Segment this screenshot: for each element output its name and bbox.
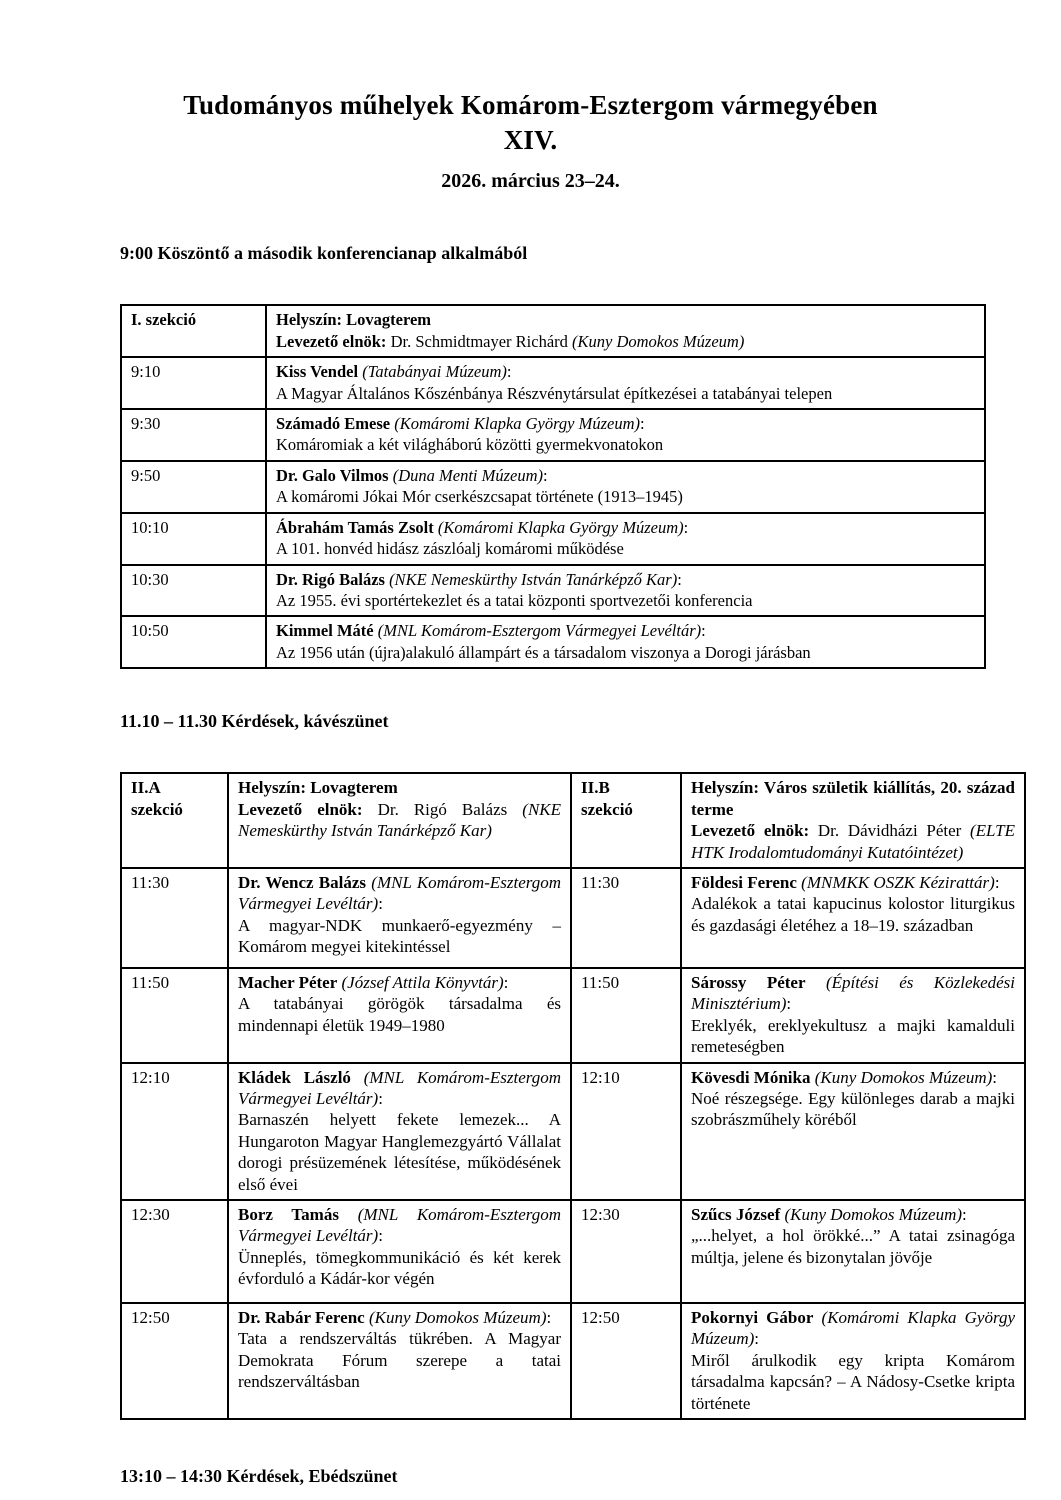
speaker-affiliation: (Kuny Domokos Múzeum)	[368, 1308, 547, 1327]
speaker-line	[238, 872, 561, 915]
talk-cell	[681, 968, 1025, 1063]
talk-cell	[228, 868, 571, 968]
talk-title: A Magyar Általános Kőszénbánya Részvénytársulat építkezései a tatabányai telepen	[276, 383, 833, 403]
chair-line	[238, 799, 561, 842]
page-title-line2: XIV.	[503, 125, 558, 156]
chair-label: Levezető elnök:	[691, 821, 810, 841]
speaker-line	[691, 1204, 1015, 1225]
table-row	[121, 1063, 1025, 1200]
speaker-name: Kiss Vendel	[276, 362, 359, 382]
table-row	[121, 461, 985, 513]
venue: Helyszín: Város születik kiállítás, 20. század terme	[691, 778, 1015, 819]
colon: :	[546, 1308, 552, 1327]
colon: :	[786, 994, 792, 1014]
speaker-name: Dr. Rigó Balázs	[276, 569, 385, 589]
venue: Helyszín: Lovagterem	[238, 778, 398, 798]
speaker-affiliation: (MNL Komárom-Esztergom Vármegyei Levéltár)	[238, 1205, 561, 1246]
talk-title: Az 1955. évi sportértekezlet és a tatai központi sportvezetői konferencia	[276, 591, 753, 610]
time-cell: 10:10	[121, 513, 266, 565]
section-label-line2: szekció	[131, 799, 183, 819]
page-title	[0, 0, 1061, 158]
section2-header-row	[121, 773, 1025, 868]
speaker-affiliation: (Komáromi Klapka György Múzeum)	[437, 517, 684, 537]
talk-title: Komáromiak a két világháború közötti gyermekvonatokon	[276, 435, 664, 455]
speaker-affiliation: (MNL Komárom-Esztergom Vármegyei Levéltár)	[238, 1067, 562, 1108]
colon: :	[994, 872, 1000, 892]
section-label-cell	[121, 773, 228, 868]
speaker-affiliation: (Építési és Közlekedési Minisztérium)	[691, 972, 1016, 1014]
talk-title: Az 1956 után (újra)alakuló állampárt és a társadalom viszonya a Dorogi járásban	[276, 642, 811, 662]
colon: :	[378, 894, 383, 914]
talk-cell	[681, 868, 1025, 968]
talk-cell	[266, 357, 985, 409]
talk-title: Miről árulkodik egy kripta Komárom társadalma kapcsán? – A Nádosy-Csetke kripta története	[691, 1350, 1015, 1413]
time-cell: 12:50	[571, 1303, 681, 1419]
section-info-cell	[681, 773, 1025, 868]
table-row	[121, 868, 1025, 968]
coffee-break-heading: 11.10 – 11.30 Kérdések, kávészünet	[120, 711, 389, 732]
colon: :	[992, 1067, 998, 1087]
colon: :	[754, 1329, 759, 1349]
table-row	[121, 968, 1025, 1063]
speaker-line	[276, 465, 975, 486]
chair-affiliation: (Kuny Domokos Múzeum)	[572, 331, 745, 351]
speaker-name: Szűcs József	[691, 1205, 781, 1224]
time-cell: 12:10	[571, 1063, 681, 1200]
time-cell: 9:10	[121, 357, 266, 409]
speaker-line	[238, 1307, 561, 1328]
table-row	[121, 409, 985, 461]
speaker-line	[238, 1204, 561, 1247]
table-row	[121, 357, 985, 409]
speaker-line	[238, 972, 561, 993]
talk-cell	[266, 409, 985, 461]
talk-cell	[266, 565, 985, 617]
talk-title: A 101. honvéd hidász zászlóalj komáromi működése	[276, 539, 624, 559]
talk-cell	[228, 968, 571, 1063]
speaker-affiliation: (Komáromi Klapka György Múzeum)	[394, 413, 641, 433]
time-cell: 12:10	[121, 1063, 228, 1200]
speaker-line	[276, 569, 975, 590]
speaker-affiliation: (Komáromi Klapka György Múzeum)	[691, 1308, 1015, 1349]
speaker-line	[276, 361, 975, 382]
speaker-line	[276, 620, 975, 641]
speaker-affiliation: (Kuny Domokos Múzeum)	[814, 1067, 993, 1087]
chair-affiliation: (ELTE HTK Irodalomtudományi Kutatóintézet)	[691, 821, 1016, 862]
speaker-name: Pokornyi Gábor	[691, 1308, 814, 1327]
chair-line	[276, 331, 975, 352]
speaker-affiliation: (Tatabányai Múzeum)	[362, 362, 507, 382]
table-row	[121, 1200, 1025, 1303]
chair-line	[691, 820, 1015, 863]
speaker-affiliation: (MNL Komárom-Esztergom Vármegyei Levéltár)	[377, 621, 702, 641]
colon: :	[503, 972, 509, 992]
speaker-affiliation: (Kuny Domokos Múzeum)	[784, 1205, 963, 1224]
speaker-name: Ábrahám Tamás Zsolt	[276, 517, 434, 537]
speaker-affiliation: (NKE Nemeskürthy István Tanárképző Kar)	[389, 569, 678, 589]
speaker-affiliation: (Duna Menti Múzeum)	[392, 465, 544, 485]
speaker-affiliation: (MNMKK OSZK Kézirattár)	[801, 872, 995, 892]
speaker-line	[238, 1067, 561, 1110]
colon: :	[701, 621, 706, 641]
lunch-break-heading: 13:10 – 14:30 Kérdések, Ebédszünet	[120, 1466, 398, 1487]
chair-name: Dr. Rigó Balázs	[377, 799, 508, 819]
chair-name: Dr. Dávidházi Péter	[817, 821, 962, 841]
chair-name: Dr. Schmidtmayer Richárd	[390, 331, 568, 351]
colon: :	[677, 569, 682, 589]
speaker-affiliation: (József Attila Könyvtár)	[341, 972, 504, 992]
speaker-name: Borz Tamás	[238, 1205, 339, 1224]
colon: :	[506, 362, 512, 382]
time-cell: 11:50	[571, 968, 681, 1063]
time-cell: 11:30	[571, 868, 681, 968]
talk-title: A tatabányai görögök társadalma és mindennapi életük 1949–1980	[238, 994, 561, 1035]
colon: :	[378, 1226, 383, 1246]
talk-title: Ünneplés, tömegkommunikáció és két kerek évforduló a Kádár-kor végén	[238, 1247, 561, 1289]
time-cell: 12:30	[121, 1200, 228, 1303]
section1-table	[120, 304, 986, 669]
talk-title: Adalékok a tatai kapucinus kolostor liturgikus és gazdasági életéhez a 18–19. században	[691, 894, 1015, 935]
speaker-line	[691, 1067, 1015, 1088]
colon: :	[683, 517, 689, 537]
talk-title: Tata a rendszerváltás tükrében. A Magyar Demokrata Fórum szerepe a tatai rendszerváltásban	[238, 1329, 561, 1392]
table-row	[121, 513, 985, 565]
colon: :	[543, 465, 548, 485]
speaker-name: Kövesdi Mónika	[691, 1067, 811, 1087]
speaker-line	[691, 972, 1015, 1015]
speaker-name: Macher Péter	[238, 972, 338, 992]
section-label: I. szekció	[131, 310, 197, 330]
speaker-name: Földesi Ferenc	[691, 872, 797, 892]
talk-cell	[681, 1303, 1025, 1419]
speaker-line	[691, 872, 1015, 893]
speaker-line	[691, 1307, 1015, 1350]
section-label-line1: II.B	[581, 778, 610, 798]
talk-title: „...helyet, a hol örökké...” A tatai zsinagóga múltja, jelene és bizonytalan jövője	[691, 1226, 1015, 1267]
chair-label: Levezető elnök:	[276, 331, 387, 351]
colon: :	[378, 1088, 383, 1108]
time-cell: 11:30	[121, 868, 228, 968]
time-cell: 9:50	[121, 461, 266, 513]
section-label-line2: szekció	[581, 799, 633, 819]
talk-cell	[681, 1063, 1025, 1200]
table-row	[121, 1303, 1025, 1419]
speaker-line	[276, 517, 975, 538]
section-info-cell	[266, 305, 985, 357]
speaker-name: Sárossy Péter	[691, 972, 806, 992]
talk-cell	[228, 1303, 571, 1419]
time-cell: 11:50	[121, 968, 228, 1063]
talk-cell	[228, 1063, 571, 1200]
speaker-name: Dr. Rabár Ferenc	[238, 1308, 365, 1327]
talk-cell	[266, 513, 985, 565]
time-cell: 12:50	[121, 1303, 228, 1419]
speaker-line	[276, 413, 975, 434]
colon: :	[640, 413, 645, 433]
speaker-name: Kládek László	[238, 1067, 351, 1087]
speaker-name: Dr. Galo Vilmos	[276, 465, 389, 485]
chair-affiliation: (NKE Nemeskürthy István Tanárképző Kar)	[238, 799, 562, 841]
time-cell: 10:50	[121, 616, 266, 668]
colon: :	[962, 1205, 967, 1224]
time-cell: 12:30	[571, 1200, 681, 1303]
table-row	[121, 565, 985, 617]
speaker-name: Kimmel Máté	[276, 621, 374, 641]
talk-cell	[681, 1200, 1025, 1303]
conference-date: 2026. március 23–24.	[441, 170, 620, 193]
talk-cell	[228, 1200, 571, 1303]
page-title-line1: Tudományos műhelyek Komárom-Esztergom vármegyében	[183, 90, 878, 120]
table-row	[121, 616, 985, 668]
talk-cell	[266, 461, 985, 513]
talk-title: A komáromi Jókai Mór cserkészcsapat története (1913–1945)	[276, 487, 683, 507]
time-cell: 10:30	[121, 565, 266, 617]
talk-title: Barnaszén helyett fekete lemezek... A Hungaroton Magyar Hanglemezgyártó Vállalat dorogi présüzemének létesítése, működésének első évei	[238, 1110, 561, 1194]
section-label-cell	[571, 773, 681, 868]
talk-title: Noé részegsége. Egy különleges darab a majki szobrászműhely köréből	[691, 1088, 1015, 1130]
time-cell: 9:30	[121, 409, 266, 461]
section-info-cell	[228, 773, 571, 868]
chair-label: Levezető elnök:	[238, 799, 363, 819]
speaker-name: Dr. Wencz Balázs	[238, 872, 367, 892]
speaker-name: Számadó Emese	[276, 413, 391, 433]
talk-cell	[266, 616, 985, 668]
talk-title: A magyar-NDK munkaerő-egyezmény – Komárom megyei kitekintéssel	[238, 915, 561, 957]
venue: Helyszín: Lovagterem	[276, 310, 432, 330]
opening-heading: 9:00 Köszöntő a második konferencianap alkalmából	[120, 243, 528, 264]
section-label-cell	[121, 305, 266, 357]
speaker-affiliation: (MNL Komárom-Esztergom Vármegyei Levéltár)	[238, 872, 562, 914]
section-label-line1: II.A	[131, 778, 161, 798]
section2-table	[120, 772, 1026, 1420]
section1-header-row	[121, 305, 985, 357]
talk-title: Ereklyék, ereklyekultusz a majki kamalduli remeteségben	[691, 1015, 1015, 1057]
